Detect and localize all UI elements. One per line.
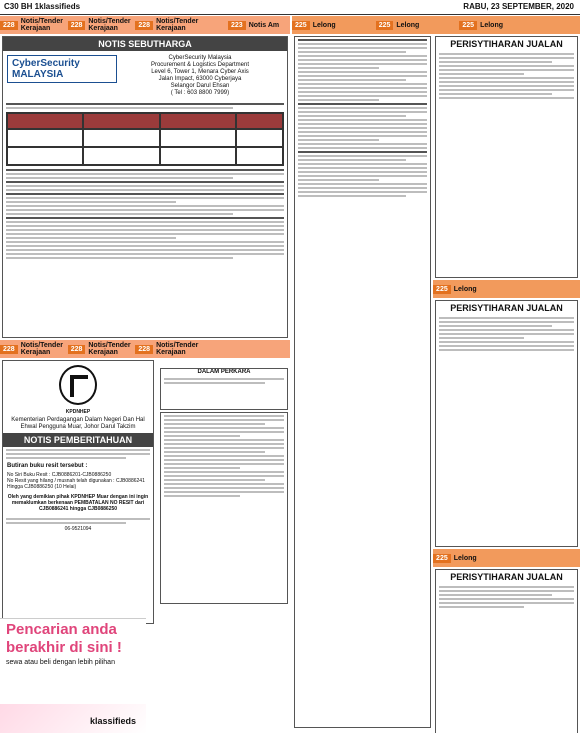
kpdnhep-logo-text: KPDNHEP xyxy=(65,409,91,415)
kpdnhep-logo-icon xyxy=(59,365,97,405)
section-number: 225 xyxy=(433,285,451,294)
section-number: 228 xyxy=(135,345,153,354)
cybersecurity-logo: CyberSecurity MALAYSIA xyxy=(7,55,117,83)
section-number: 225 xyxy=(292,21,310,30)
page-date: RABU, 23 SEPTEMBER, 2020 xyxy=(463,2,574,11)
section-number: 225 xyxy=(376,21,394,30)
notice-title: DALAM PERKARA xyxy=(197,369,251,375)
auction-notice xyxy=(435,36,578,278)
section-header-row xyxy=(433,280,580,298)
address-line: Jalan Impact, 63000 Cyberjaya xyxy=(158,76,242,82)
ad-headline: Pencarian anda xyxy=(6,621,117,638)
section-number: 225 xyxy=(433,554,451,563)
section-title: Notis/Tender Kerajaan xyxy=(156,18,199,32)
section-header-row xyxy=(292,16,580,34)
section-title: Notis/Tender Kerajaan xyxy=(88,342,131,356)
auction-title: PERISYTIHARAN JUALAN xyxy=(450,39,563,49)
section-title: Lelong xyxy=(396,21,420,29)
ministry-name: Kementerian Perdagangan Dalam Negeri Dan Hal Ehwal Pengguna Muar, Johor Darul Takzim xyxy=(11,417,145,430)
section-title: Notis/Tender Kerajaan xyxy=(156,342,199,356)
ad-headline: berakhir di sini ! xyxy=(6,639,122,656)
column-notis-am xyxy=(228,16,290,356)
section-header-row xyxy=(228,16,290,34)
auction-title: PERISYTIHARAN JUALAN xyxy=(450,303,563,313)
section-number: 228 xyxy=(68,345,86,354)
ad-tagline: sewa atau beli dengan lebih pilihan xyxy=(6,659,115,666)
section-number: 228 xyxy=(68,21,86,30)
auction-right-stack xyxy=(433,34,580,733)
auction-notice xyxy=(435,569,578,733)
auction-title: PERISYTIHARAN JUALAN xyxy=(450,572,563,582)
receipt-heading: Butiran buku resit tersebut : xyxy=(7,463,88,469)
phone-line: ( Tel : 603 8800 7999) xyxy=(170,90,230,96)
address-line: Selangor Darul Ehsan xyxy=(170,83,230,89)
column-lelong xyxy=(292,16,580,733)
receipt-lost: No Resit yang hilang / musnah telah digunakan : CJB0886241 Hingga CJB0886250 (10 Helai) xyxy=(7,478,145,490)
tender-banner: NOTIS SEBUTHARGA xyxy=(3,37,287,51)
section-header-row xyxy=(433,549,580,567)
agency-name: CyberSecurity Malaysia xyxy=(168,55,232,61)
column-notis-am-lower xyxy=(158,366,290,616)
notis-am-body xyxy=(160,412,288,604)
section-number: 228 xyxy=(0,21,18,30)
section-title: Notis/Tender Kerajaan xyxy=(88,18,131,32)
receipt-series: No Siri Buku Resit : CJB0886201-CJB0886250 xyxy=(7,472,112,478)
section-number: 225 xyxy=(459,21,477,30)
notis-am-box xyxy=(160,368,288,410)
section-number: 228 xyxy=(0,345,18,354)
cancellation-text: Oleh yang demikian pihak KPDNHEP Muar dengan ini ingin memaklumkan berkenaan PEMBATALAN NO RESIT dari CJB0886241 hingga CJB0886250 xyxy=(7,494,149,512)
notice-banner: NOTIS PEMBERITAHUAN xyxy=(3,433,153,447)
kpdnhep-notice xyxy=(2,360,154,624)
page-header xyxy=(0,0,580,15)
auction-notice xyxy=(294,36,431,728)
section-title: Lelong xyxy=(312,21,336,29)
section-number: 228 xyxy=(135,21,153,30)
klassifieds-logo: klassifieds xyxy=(89,716,136,726)
section-title: Notis Am xyxy=(248,21,280,29)
auction-notice xyxy=(435,300,578,547)
dept-name: Procurement & Logistics Department xyxy=(150,62,250,68)
address-line: Level 6, Tower 1, Menara Cyber Axis xyxy=(151,69,249,75)
section-title: Lelong xyxy=(453,554,477,562)
klassifieds-ad[interactable] xyxy=(0,618,146,733)
section-title: Notis/Tender Kerajaan xyxy=(20,18,63,32)
section-number: 223 xyxy=(228,21,246,30)
section-title: Notis/Tender Kerajaan xyxy=(20,342,63,356)
section-title: Lelong xyxy=(480,21,504,29)
page-number: C30 BH 1klassifieds xyxy=(4,2,81,11)
section-title: Lelong xyxy=(453,285,477,293)
phone-number: 06-9521094 xyxy=(64,526,92,532)
